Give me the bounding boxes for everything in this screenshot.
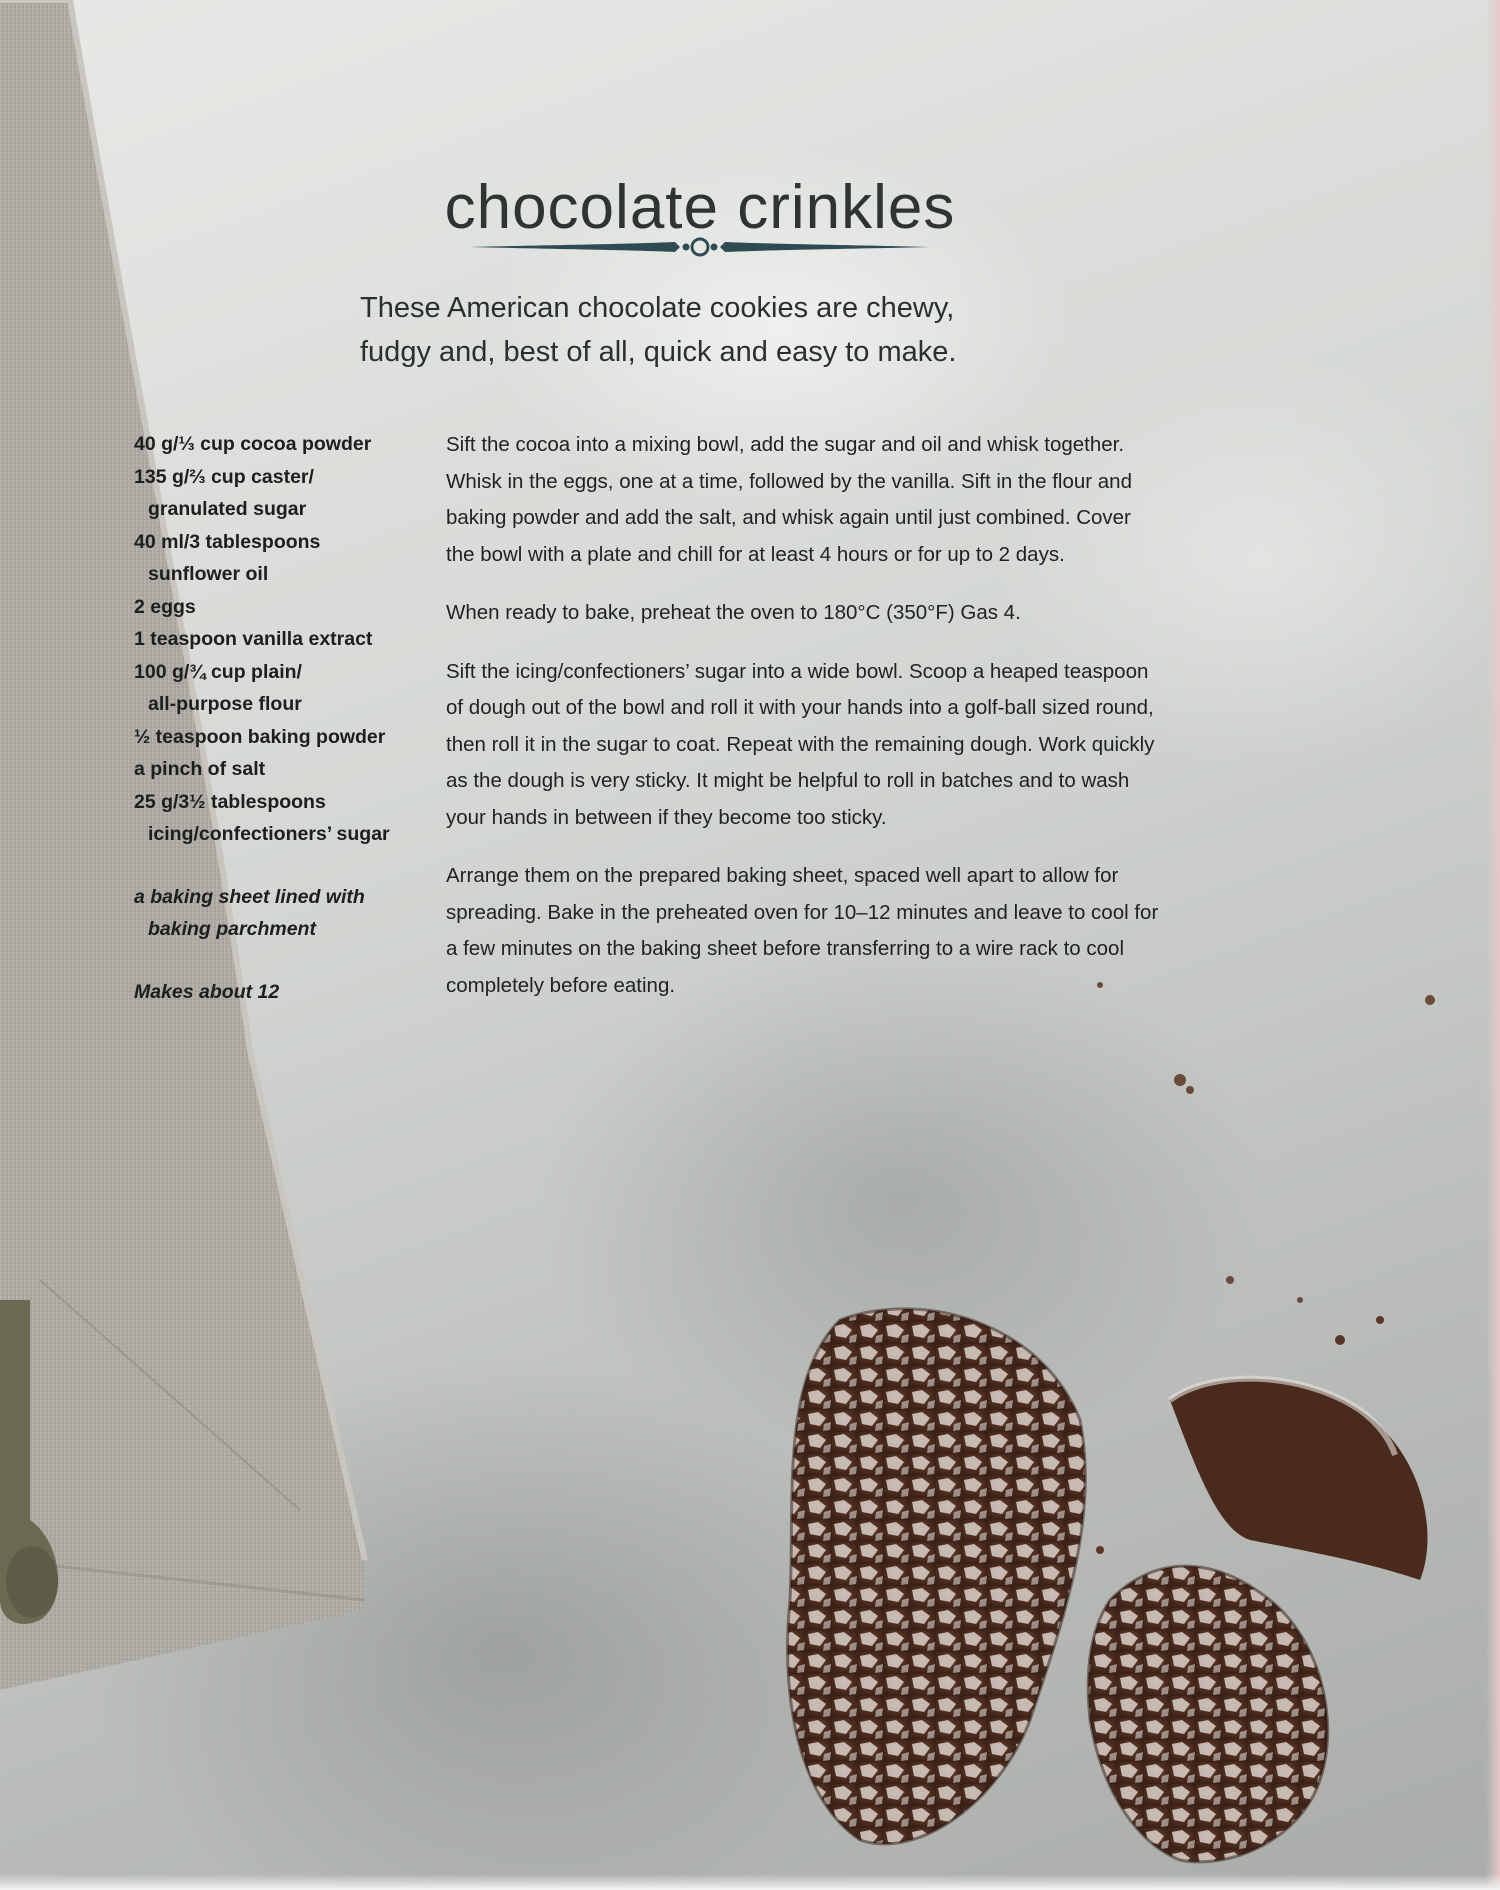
ingredient-icing-sugar-cont: icing/confectioners’ sugar [148,823,390,845]
recipe-yield: Makes about 12 [134,980,280,1003]
ingredient-oil: 40 ml/3 tablespoons [134,530,321,553]
ingredient-sugar-cont: granulated sugar [148,498,307,520]
method-line: of dough out of the bowl and roll it with your hands into a golf-ball sized round, [446,696,1154,719]
ingredients-list [134,428,434,1008]
method-paragraph-1 [446,427,1266,573]
method-line: your hands in between if they become too sticky. [446,805,887,829]
ingredient-oil-cont: sunflower oil [148,563,269,585]
spoon-image [0,1300,80,1630]
method-line: then roll it in the sugar to coat. Repeat with the remaining dough. Work quickly [446,732,1155,756]
method-line: Whisk in the eggs, one at a time, followed by the vanilla. Sift in the flour and [446,469,1132,493]
crinkle-cookies-image [780,1300,1460,1880]
ingredient-cocoa: 40 g/⅓ cup cocoa powder [134,433,372,455]
page-edge [1486,0,1500,1890]
equipment-line-cont: baking parchment [148,918,316,940]
method-paragraph-2 [446,595,1266,632]
ingredient-salt: a pinch of salt [134,758,266,780]
method-line: the bowl with a plate and chill for at least 4 hours or for up to 2 days. [446,542,1065,566]
ingredient-baking-powder: ½ teaspoon baking powder [134,725,386,748]
ingredient-vanilla: 1 teaspoon vanilla extract [134,628,373,650]
method-line: Sift the cocoa into a mixing bowl, add the sugar and oil and whisk together. [446,433,1125,456]
intro-line: fudgy and, best of all, quick and easy to make. [360,336,957,368]
method-paragraph-3 [446,654,1266,837]
method-text [446,427,1266,1026]
ingredient-sugar: 135 g/⅔ cup caster/ [134,465,314,488]
recipe-title: chocolate crinkles [444,172,956,242]
ingredient-eggs: 2 eggs [134,595,196,618]
equipment-line: a baking sheet lined with [134,885,365,908]
ingredient-flour: 100 g/¾ cup plain/ [134,660,302,683]
ornamental-divider [470,232,930,262]
method-line: Arrange them on the prepared baking sheet, spaced well apart to allow for [446,864,1119,887]
intro-line: These American chocolate cookies are chewy, [360,292,955,324]
crumbs-image [1000,980,1460,1320]
method-line: a few minutes on the baking sheet before transferring to a wire rack to cool [446,937,1125,960]
method-line: as the dough is very sticky. It might be helpful to roll in batches and to wash [446,769,1130,792]
method-line: When ready to bake, preheat the oven to 180°C (350°F) Gas 4. [446,601,1021,624]
method-line: spreading. Bake in the preheated oven for 10–12 minutes and leave to cool for [446,900,1159,924]
method-line: Sift the icing/confectioners’ sugar into a wide bowl. Scoop a heaped teaspoon [446,659,1149,683]
recipe-intro [360,286,1060,374]
ingredient-flour-cont: all-purpose flour [148,693,302,715]
ingredient-icing-sugar: 25 g/3½ tablespoons [134,790,326,813]
method-line: baking powder and add the salt, and whisk again until just combined. Cover [446,506,1131,529]
page-bottom-edge [0,1874,1500,1890]
method-line: completely before eating. [446,973,676,997]
